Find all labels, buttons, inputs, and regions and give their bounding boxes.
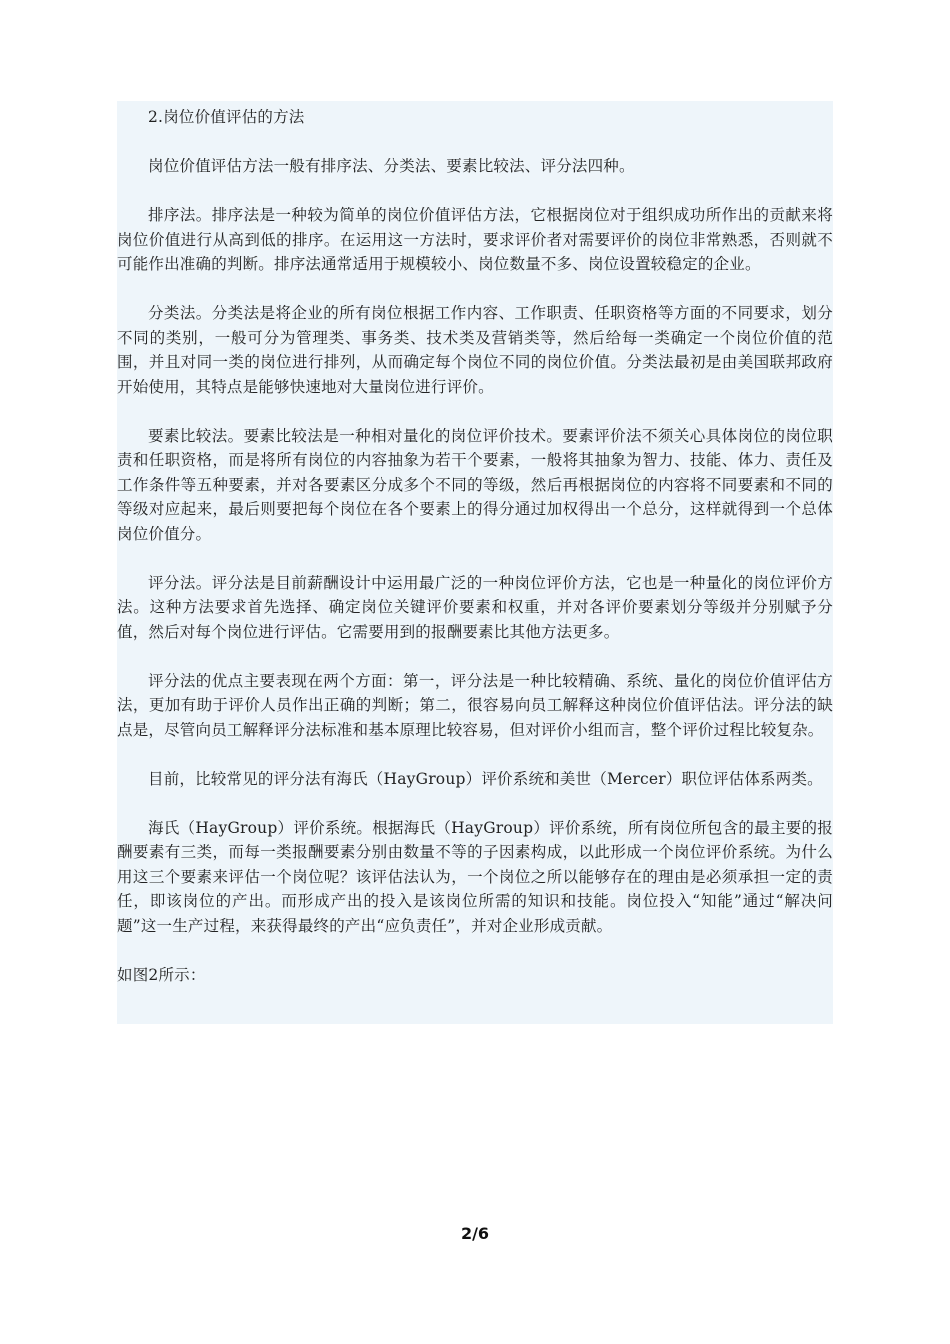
page-number: 2/6	[460, 1224, 490, 1243]
paragraph-hay-system: 海氏（HayGroup）评价系统。根据海氏（HayGroup）评价系统，所有岗位所包含的最主要的报酬要素有三类，而每一类报酬要素分别由数量不等的子因素构成，以此形成一个岗位评价系统。为什么用这三个要素来评估一个岗位呢？该评估法认为，一个岗位之所以能够存在的理由是必须承担一定的责任，即该岗位的产出。而形成产出的投入是该岗位所需的知识和技能。岗位投入“知能”通过“解决问题”这一生产过程，来获得最终的产出“应负责任”，并对企业形成贡献。	[117, 818, 833, 935]
section-heading: 2.岗位价值评估的方法	[148, 108, 305, 126]
paragraph-common-systems: 目前，比较常见的评分法有海氏（HayGroup）评价系统和美世（Mercer）职位评估体系两类。	[148, 769, 823, 788]
paragraph-point-method: 评分法。评分法是目前薪酬设计中运用最广泛的一种岗位评价方法，它也是一种量化的岗位评价方法。这种方法要求首先选择、确定岗位关键评价要素和权重，并对各评价要素划分等级并分别赋予分值，然后对每个岗位进行评估。它需要用到的报酬要素比其他方法更多。	[117, 573, 833, 641]
paragraph-point-method-pros-cons: 评分法的优点主要表现在两个方面：第一，评分法是一种比较精确、系统、量化的岗位价值评估方法，更加有助于评价人员作出正确的判断；第二，很容易向员工解释这种岗位价值评估法。评分法的缺点是，尽管向员工解释评分法标准和基本原理比较容易，但对评价小组而言，整个评价过程比较复杂。	[117, 671, 833, 739]
paragraph-intro: 岗位价值评估方法一般有排序法、分类法、要素比较法、评分法四种。	[148, 157, 635, 175]
paragraph-classification-method: 分类法。分类法是将企业的所有岗位根据工作内容、工作职责、任职资格等方面的不同要求，划分不同的类别，一般可分为管理类、事务类、技术类及营销类等，然后给每一类确定一个岗位价值的范围，并且对同一类的岗位进行排列，从而确定每个岗位不同的岗位价值。分类法最初是由美国联邦政府开始使用，其特点是能够快速地对大量岗位进行评价。	[117, 304, 833, 396]
document-body	[117, 101, 833, 1024]
paragraph-factor-comparison-method: 要素比较法。要素比较法是一种相对量化的岗位评价技术。要素评价法不须关心具体岗位的岗位职责和任职资格，而是将所有岗位的内容抽象为若干个要素，一般将其抽象为智力、技能、体力、责任及工作条件等五种要素，并对各要素区分成多个不同的等级，然后再根据岗位的内容将不同要素和不同的等级对应起来，最后则要把每个岗位在各个要素上的得分通过加权得出一个总分，这样就得到一个总体岗位价值分。	[117, 426, 833, 543]
paragraph-ranking-method: 排序法。排序法是一种较为简单的岗位价值评估方法，它根据岗位对于组织成功所作出的贡献来将岗位价值进行从高到低的排序。在运用这一方法时，要求评价者对需要评价的岗位非常熟悉，否则就不可能作出准确的判断。排序法通常适用于规模较小、岗位数量不多、岗位设置较稳定的企业。	[117, 206, 833, 273]
paragraph-figure-reference: 如图2所示：	[117, 965, 206, 984]
